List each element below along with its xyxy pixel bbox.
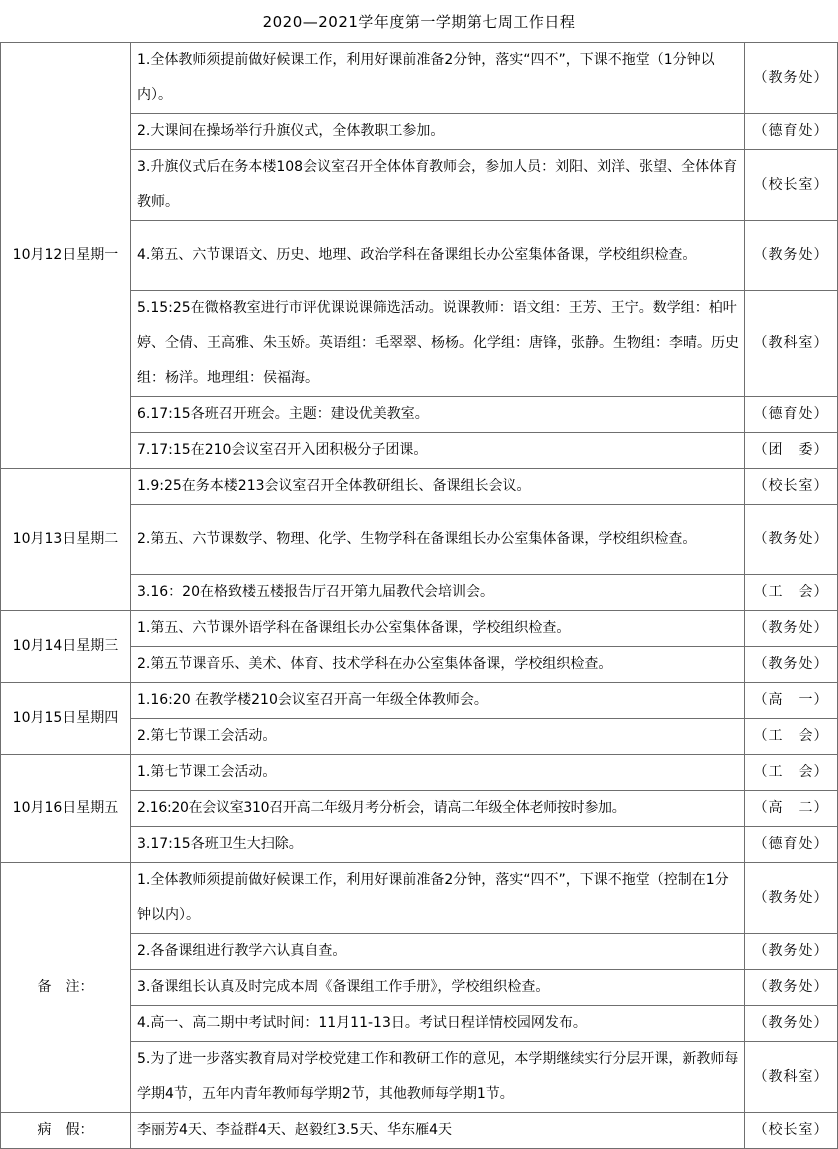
task-cell: 4.第五、六节课语文、历史、地理、政治学科在备课组长办公室集体备课，学校组织检查。	[131, 221, 745, 291]
dept-cell: （教务处）	[745, 505, 838, 575]
dept-cell: （教务处）	[745, 863, 838, 934]
dept-cell: （德育处）	[745, 397, 838, 433]
dept-cell: （教务处）	[745, 221, 838, 291]
dept-cell: （教务处）	[745, 611, 838, 647]
dept-cell: （高 二）	[745, 791, 838, 827]
task-cell: 1.9:25在务本楼213会议室召开全体教研组长、备课组长会议。	[131, 469, 745, 505]
task-cell: 2.16:20在会议室310召开高二年级月考分析会，请高二年级全体老师按时参加。	[131, 791, 745, 827]
dept-cell: （教务处）	[745, 970, 838, 1006]
task-cell: 2.第五、六节课数学、物理、化学、生物学科在备课组长办公室集体备课，学校组织检查。	[131, 505, 745, 575]
dept-cell: （工 会）	[745, 575, 838, 611]
dept-cell: （工 会）	[745, 719, 838, 755]
table-row	[1, 863, 838, 934]
dept-cell: （德育处）	[745, 114, 838, 150]
dept-cell: （德育处）	[745, 827, 838, 863]
day-date-cell: 10月16日星期五	[1, 755, 131, 863]
note-cell: 2.各备课组进行教学六认真自查。	[131, 934, 745, 970]
table-row	[1, 683, 838, 719]
leave-label-cell: 病 假：	[1, 1113, 131, 1149]
task-cell: 1.16:20 在教学楼210会议室召开高一年级全体教师会。	[131, 683, 745, 719]
dept-cell: （教科室）	[745, 291, 838, 397]
dept-cell: （团 委）	[745, 433, 838, 469]
dept-cell: （工 会）	[745, 755, 838, 791]
task-cell: 6.17:15各班召开班会。主题：建设优美教室。	[131, 397, 745, 433]
dept-cell: （教科室）	[745, 1042, 838, 1113]
task-cell: 3.17:15各班卫生大扫除。	[131, 827, 745, 863]
dept-cell: （校长室）	[745, 1113, 838, 1149]
task-cell: 1.全体教师须提前做好候课工作，利用好课前准备2分钟，落实“四不”，下课不拖堂（1分钟以内）。	[131, 43, 745, 114]
note-cell: 5.为了进一步落实教育局对学校党建工作和教研工作的意见，本学期继续实行分层开课，新教师每学期4节，五年内青年教师每学期2节，其他教师每学期1节。	[131, 1042, 745, 1113]
task-cell: 2.大课间在操场举行升旗仪式，全体教职工参加。	[131, 114, 745, 150]
day-date-cell: 10月12日星期一	[1, 43, 131, 469]
note-cell: 1.全体教师须提前做好候课工作，利用好课前准备2分钟，落实“四不”，下课不拖堂（控制在1分钟以内）。	[131, 863, 745, 934]
day-date-cell: 10月14日星期三	[1, 611, 131, 683]
schedule-table	[0, 42, 838, 1149]
task-cell: 2.第七节课工会活动。	[131, 719, 745, 755]
table-row	[1, 611, 838, 647]
task-cell: 1.第七节课工会活动。	[131, 755, 745, 791]
task-cell: 2.第五节课音乐、美术、体育、技术学科在办公室集体备课，学校组织检查。	[131, 647, 745, 683]
note-cell: 3.备课组长认真及时完成本周《备课组工作手册》，学校组织检查。	[131, 970, 745, 1006]
dept-cell: （校长室）	[745, 150, 838, 221]
dept-cell: （校长室）	[745, 469, 838, 505]
table-row	[1, 43, 838, 114]
dept-cell: （教务处）	[745, 43, 838, 114]
note-cell: 4.高一、高二期中考试时间：11月11-13日。考试日程详情校园网发布。	[131, 1006, 745, 1042]
task-cell: 3.16：20在格致楼五楼报告厅召开第九届教代会培训会。	[131, 575, 745, 611]
task-cell: 5.15:25在微格教室进行市评优课说课筛选活动。说课教师：语文组：王芳、王宁。数学组：柏叶婷、仝倩、王高雅、朱玉娇。英语组：毛翠翠、杨杨。化学组：唐锋，张静。生物组：李晴。历史组：杨洋。地理组：侯福海。	[131, 291, 745, 397]
page-title: 2020—2021学年度第一学期第七周工作日程	[262, 12, 576, 31]
notes-label-cell: 备 注：	[1, 863, 131, 1113]
dept-cell: （教务处）	[745, 934, 838, 970]
table-row	[1, 1113, 838, 1149]
task-cell: 1.第五、六节课外语学科在备课组长办公室集体备课，学校组织检查。	[131, 611, 745, 647]
table-row	[1, 469, 838, 505]
dept-cell: （教务处）	[745, 647, 838, 683]
leave-cell: 李丽芳4天、李益群4天、赵毅红3.5天、华东雁4天	[131, 1113, 745, 1149]
dept-cell: （教务处）	[745, 1006, 838, 1042]
task-cell: 7.17:15在210会议室召开入团积极分子团课。	[131, 433, 745, 469]
task-cell: 3.升旗仪式后在务本楼108会议室召开全体体育教师会，参加人员：刘阳、刘洋、张望、全体体育教师。	[131, 150, 745, 221]
day-date-cell: 10月15日星期四	[1, 683, 131, 755]
dept-cell: （高 一）	[745, 683, 838, 719]
day-date-cell: 10月13日星期二	[1, 469, 131, 611]
table-row	[1, 755, 838, 791]
